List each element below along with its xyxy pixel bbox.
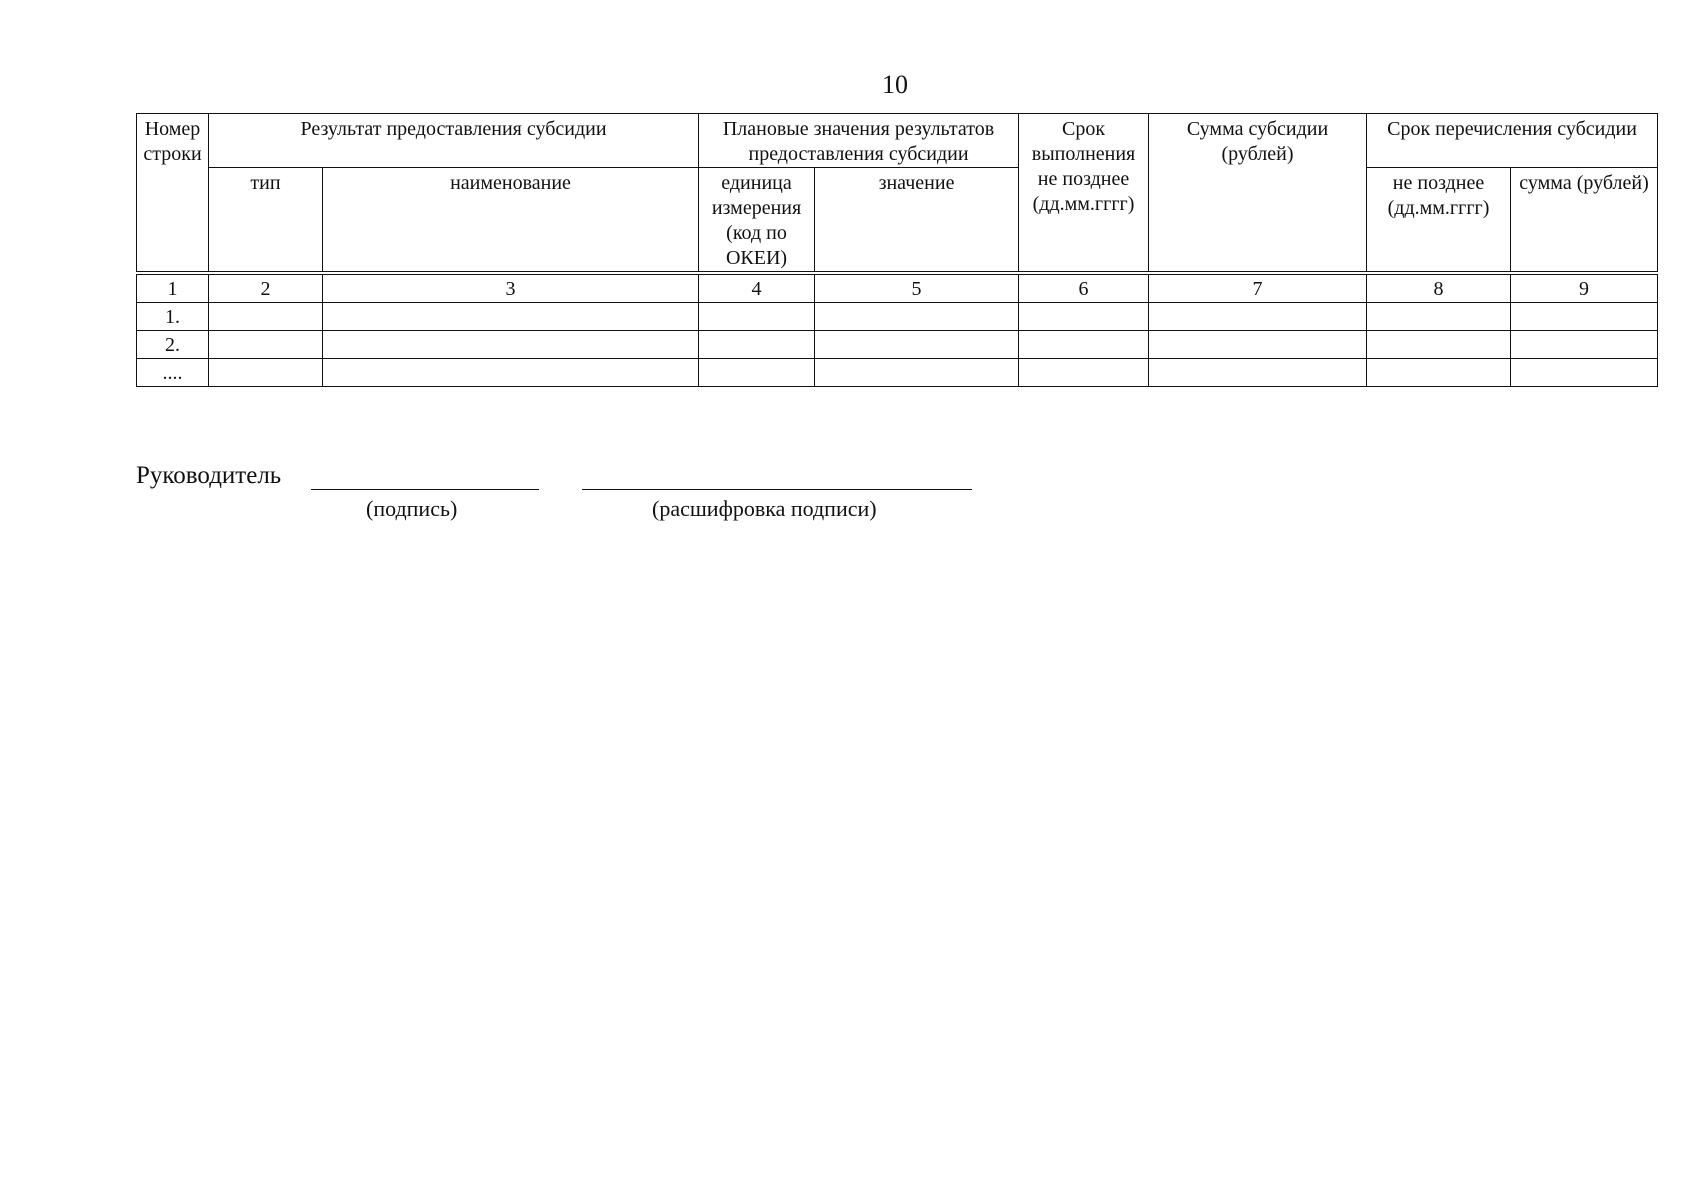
cell-name [323,359,699,387]
cell-unit [699,359,815,387]
column-number-row [137,273,1658,303]
header-transfer-amount: сумма (рублей) [1511,168,1658,274]
subsidy-results-table [136,113,1658,387]
header-deadline: Срок выполнения не позднее (дд.мм.гггг) [1019,114,1149,274]
column-number: 1 [137,273,209,303]
header-amount: Сумма субсидии (рублей) [1149,114,1367,274]
cell-unit [699,331,815,359]
cell-transfer-amount [1511,359,1658,387]
column-number: 8 [1367,273,1511,303]
signature-block [136,462,1036,532]
row-number: 2. [137,331,209,359]
header-value: значение [815,168,1019,274]
cell-transfer-date [1367,331,1511,359]
header-transfer-group: Срок перечисления субсидии [1367,114,1658,168]
column-number: 3 [323,273,699,303]
header-row-bottom [137,168,1658,274]
header-planned-group: Плановые значения результатов предоставления субсидии [699,114,1019,168]
cell-type [209,303,323,331]
header-row-number: Номер строки [137,114,209,274]
cell-amount [1149,331,1367,359]
column-number: 5 [815,273,1019,303]
header-type: тип [209,168,323,274]
cell-name [323,303,699,331]
column-number: 7 [1149,273,1367,303]
table-row [137,359,1658,387]
header-name: наименование [323,168,699,274]
cell-transfer-amount [1511,331,1658,359]
column-number: 6 [1019,273,1149,303]
header-unit: единица измерения (код по ОКЕИ) [699,168,815,274]
cell-amount [1149,303,1367,331]
cell-transfer-date [1367,359,1511,387]
table-row [137,303,1658,331]
cell-value [815,359,1019,387]
page-number: 10 [882,70,908,99]
cell-transfer-date [1367,303,1511,331]
column-number: 9 [1511,273,1658,303]
cell-deadline [1019,303,1149,331]
signature-caption: (подпись) [366,496,458,521]
column-number: 4 [699,273,815,303]
row-number: 1. [137,303,209,331]
cell-amount [1149,359,1367,387]
signature-line [311,489,539,490]
cell-transfer-amount [1511,303,1658,331]
row-number: .... [137,359,209,387]
table-row [137,331,1658,359]
cell-type [209,331,323,359]
cell-value [815,331,1019,359]
cell-type [209,359,323,387]
header-transfer-date: не позднее (дд.мм.гггг) [1367,168,1511,274]
cell-deadline [1019,359,1149,387]
signature-decryption-caption: (расшифровка подписи) [652,496,877,521]
cell-value [815,303,1019,331]
column-number: 2 [209,273,323,303]
cell-unit [699,303,815,331]
signature-decryption-line [582,489,972,490]
cell-name [323,331,699,359]
header-result-group: Результат предоставления субсидии [209,114,699,168]
header-row-top [137,114,1658,168]
signatory-label: Руководитель [136,462,282,489]
cell-deadline [1019,331,1149,359]
